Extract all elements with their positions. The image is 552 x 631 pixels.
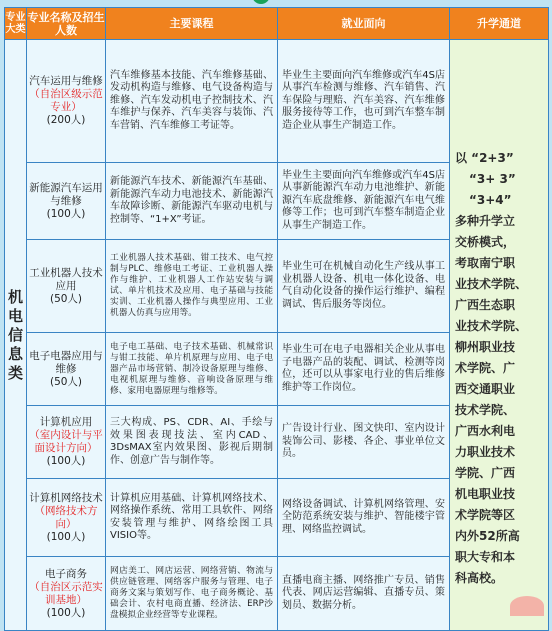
courses-cell: 计算机应用基础、计算机网络技术、网络操作系统、常用工具软件、网络安装管理与维护、网络绘图工具VISIO等。 — [106, 479, 278, 557]
header-further: 升学通道 — [450, 8, 549, 40]
major-name: 新能源汽车运用与维修 — [29, 181, 103, 207]
header-careers: 就业面向 — [278, 8, 450, 40]
major-count: (100人) — [46, 606, 86, 619]
enrollment-table — [4, 7, 549, 631]
further-line: 业技术学院、 — [455, 319, 528, 333]
courses-cell: 网店美工、网店运营、网络营销、物流与供应链管理、网络客户服务与管理、电子商务文案与策划写作、电子商务概论、基础会计、农村电商直播、经济法、ERP沙盘模拟企业经营等专业课程。 — [106, 557, 278, 631]
further-line: 术学院等区 — [455, 508, 516, 522]
further-line: 多种升学立 — [455, 214, 516, 228]
major-count: (50人) — [49, 292, 83, 305]
courses-cell: 三大构成、PS、CDR、AI、手绘与效果图表现技法、室内CAD、3DsMAX室内效果图、影视后期制作、创意广告与制作等。 — [106, 406, 278, 479]
major-name: 汽车运用与维修 — [29, 75, 103, 87]
major-cell — [27, 163, 106, 240]
further-line: 力职业技术 — [455, 445, 516, 459]
further-line: “3+4” — [469, 193, 512, 207]
further-line: 职大专和本 — [455, 550, 516, 564]
department-label: 机电信息类 — [8, 287, 24, 382]
major-count: (100人) — [46, 530, 86, 543]
careers-cell: 毕业生可在机械自动化生产线从事工业机器人设备、机电一体化设备、电气自动化设备的操作运行维护、编程调试、售后服务等岗位。 — [278, 240, 450, 333]
further-line: 柳州职业技 — [455, 340, 516, 354]
major-name: 计算机应用 — [39, 416, 93, 428]
major-count: (200人) — [46, 114, 86, 126]
table-row — [5, 40, 549, 163]
careers-cell: 广告设计行业、图文快印、室内设计装饰公司、影楼、各企、事业单位文员。 — [278, 406, 450, 479]
department-cell — [5, 40, 27, 631]
major-name: 工业机器人技术应用 — [29, 266, 103, 292]
further-line: 广西水利电 — [455, 424, 516, 438]
careers-cell: 毕业生可在电子电器相关企业从事电子电器产品的装配、调试、检测等岗位，还可以从事家电行业的售后维修维护等工作岗位。 — [278, 333, 450, 406]
header-courses: 主要课程 — [106, 8, 278, 40]
further-education-cell — [450, 40, 549, 631]
further-line: “3+ 3” — [469, 172, 516, 186]
major-note: （网络技术方向） — [34, 504, 98, 530]
careers-cell: 毕业生主要面向汽车维修或汽车4S店从事新能源汽车动力电池维护、新能源汽车底盘维修、新能源汽车电气维修等工作；也可到汽车整车制造企业从事生产制造工作。 — [278, 163, 450, 240]
further-line: 科高校。 — [455, 571, 504, 585]
further-line: 广西生态职 — [455, 298, 516, 312]
major-note: （自治区示范实训基地） — [29, 580, 103, 606]
courses-cell: 电子电工基础、电子技术基础、机械常识与钳工技能、单片机原理与应用、电子电器产品市场营销、制冷设备原理与维修、电视机原理与维修、音响设备原理与维修、家用电器原理与维修等。 — [106, 333, 278, 406]
further-line: 内外52所高 — [455, 529, 520, 543]
major-count: (100人) — [46, 455, 86, 467]
further-line: 机电职业技 — [455, 487, 516, 501]
major-note: （室内设计与平面设计方向） — [29, 429, 103, 454]
further-line: 技术学院、 — [455, 403, 516, 417]
further-line: 以 “2+3” — [455, 151, 514, 165]
header-major: 专业名称及招生人数 — [27, 8, 106, 40]
major-cell — [27, 240, 106, 333]
further-line: 西交通职业 — [455, 382, 516, 396]
major-cell — [27, 333, 106, 406]
top-tab-decoration — [252, 0, 270, 4]
further-line: 学院、广西 — [455, 466, 516, 480]
header-dept: 专业大类 — [5, 8, 27, 40]
major-name: 计算机网络技术 — [29, 491, 103, 504]
major-cell — [27, 557, 106, 631]
major-count: (50人) — [49, 375, 83, 388]
header-row — [5, 8, 549, 40]
major-count: (100人) — [46, 207, 86, 220]
courses-cell: 工业机器人技术基础、钳工技术、电气控制与PLC、维修电工考证、工业机器人操作与维护、工业机器人工作站安装与调试、单片机技术及应用、电子基础与技能实训、工业机器人操作与典型应用、工业机器人仿真与应用等。 — [106, 240, 278, 333]
courses-cell: 汽车维修基本技能、汽车维修基础、发动机构造与维修、电气设备构造与维修、汽车发动机电子控制技术、汽车维护与保养、汽车美容与装饰、汽车营销、汽车维修工考证等。 — [106, 40, 278, 163]
further-line: 交桥模式， — [455, 235, 516, 249]
careers-cell: 网络设备调试、计算机网络管理、安全防范系统安装与维护、智能楼宇管理、网络监控调试。 — [278, 479, 450, 557]
major-cell — [27, 40, 106, 163]
major-cell — [27, 479, 106, 557]
major-note: （自治区级示范专业） — [29, 88, 103, 113]
major-name: 电子电器应用与维修 — [29, 349, 103, 375]
further-line: 考取南宁职 — [455, 256, 516, 270]
further-line: 术学院、广 — [455, 361, 516, 375]
careers-cell: 直播电商主播、网络推广专员、销售代表、网店运营编辑、直播专员、策划员、数据分析。 — [278, 557, 450, 631]
further-line: 业技术学院、 — [455, 277, 528, 291]
major-name: 电子商务 — [45, 567, 87, 580]
courses-cell: 新能源汽车技术、新能源汽车基础、新能源汽车动力电池技术、新能源汽车故障诊断、新能源汽车驱动电机与控制等、“1+X”考证。 — [106, 163, 278, 240]
corner-decoration — [510, 596, 544, 616]
careers-cell: 毕业生主要面向汽车维修或汽车4S店从事汽车检测与维修、汽车销售、汽车保险与理赔、汽车美容、汽车维修服务接待等工作，也可到汽车整车制造企业从事生产制造工作。 — [278, 40, 450, 163]
major-cell — [27, 406, 106, 479]
